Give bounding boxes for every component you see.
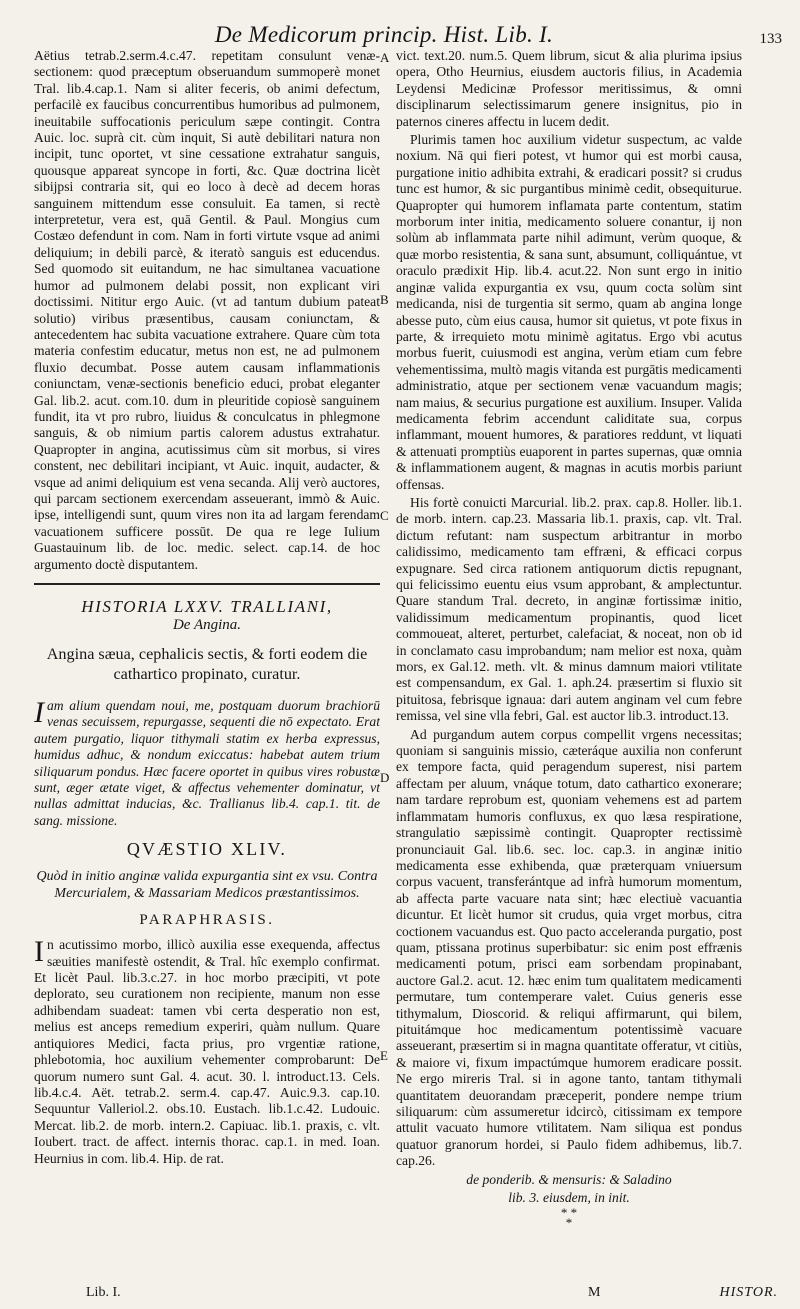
- paraphrasis-text: In acutissimo morbo, illicò auxilia esse exequenda, affectus sæuities manifestè ostendit, & Tral. hîc exemplo confirmat. Et licèt Paul. lib.3.c.27. in hoc morbo præcipiti, vt pote deplorato, seu curationem non recipiente, manum non esse adhibendam suadeat: tamen vbi certa desperatio non est, melius est anceps remedium experiri, quàm nullum. Quare antiquiores Medici, facta prius, pro vrgentiæ ratione, phlebotomia, hoc auxilium vehementer comprobarunt: De quorum numero sunt Gal. 4. acut. 30. l. introduct.13. Cels. lib.4.c.4. Aët. tetrab.2. serm.4. cap.47. Auic.9.3. cap.10. Sequuntur Valleriol.2. obs.10. Eustach. lib.1.c.42. Ludouic. Mercat. lib.2. de morb. intern.2. Capiuac. lib.1. praxis, c. vlt. Ioubert. tract. de affect. internis thorac. cap.1. in med. Ioan. Heurnius in com. lib.4. Hip. de rat.: [34, 935, 380, 1166]
- right-closing-line-2: lib. 3. eiusdem, in init.: [508, 1190, 630, 1206]
- margin-letter-c: C: [380, 508, 389, 523]
- running-header: [26, 14, 782, 48]
- history-text: Iam alium quendam noui, me, postquam duorum brachiorū venas secuissem, repurgasse, sequenti die nō expectato. Erat autem purgatio, liquor tithymali statim ex herba expressus, humidus adhuc, & nondum exiccatus: habebat autem trium siliquarum pondus. Hæc facere oportet in quibus vires robustæ sunt, æger ætate viget, & affectus vehementer dominatur, vt nullas admittat inducias, &c. Trallianus lib.4. cap.1. tit. de sang. missione.: [34, 696, 380, 828]
- signature-mark: M: [588, 1285, 601, 1300]
- quaestio-heading: QVÆSTIO XLIV.: [126, 839, 288, 860]
- left-paragraph-1: Aëtius tetrab.2.serm.4.c.47. repetitam consulunt venæ-sectionem: quod præceptum obseruandum summoperè monet Tral. lib.4.cap.1. Nam si aliter feceris, ob animi defectum, perfacilè ex faucibus concurrentibus humoribus ad pulmonem, ineuitabile suffocationis periculum sæpe contingit. Contra Auic. loc. suprà cit. cùm inquit, Si autè debilitari natura non incipit, tunc oportet, vt sine cessatione extrahatur sanguis, quousque appareat syncope in forti, &c. Quæ doctrina licèt sibijpsi contraria sit, qui eo loco à decè ad decem horas sanguinem mittendum esse consuluit. Ea tamen, si rectè interpretetur, vera est, quā Gentil. & Paul. Mongius cum Costæo defendunt in com. Nam in forti virtute vsque ad animi deliquium; in debili parcè, & iteratò sanguis est educendus. Sed quomodo sit euitandum, ne hac simultanea vacuatione humor ad pulmonem delabi possit, non explicant viri doctissimi. Nititur ergo Auic. (vt ad tantum dubium pateat solutio) viribus præsentibus, causam coniunctam, & antecedentem hac subita vacuatione extrahere. Quare cùm tota materia confestim educatur, metus non est, ne ad pulmonem fluxio decumbat. Posse autem causam inflammationis coniunctam, venæ-sectionis beneficio educi, probat eleganter Gal. lib.2. acut. com.10. dum in pleuritide copiosè sanguinem fundit, ita vt pro rubro, liuidus & conculcatus in phlegmone sanguis, & ob nimium partis calorem adustus extrahatur. Quapropter in angina, acutissimus cùm sit morbus, si vires constent, nec debilitari incipiant, vt Auic. inquit, audacter, & vsque ad animi deliquium est vena secanda. Alij verò auctores, qui parcam sectionem exercendam asseuerant, immò & Auic. ipse, intelligendi sunt, quum vires non ita ad largam ferendam vacuationem sufficere possūt. De qua re lege Iulium Guastauinum lib. de loc. medic. select. cap.14. de hoc argumento doctè disputantem.: [34, 48, 380, 572]
- right-column: [396, 48, 742, 1258]
- margin-letter-gutter: [380, 48, 394, 1258]
- section-rule: [34, 583, 380, 585]
- ornament-stars: * * *: [560, 1205, 578, 1231]
- history-subheading: De Angina.: [172, 617, 242, 633]
- margin-letter-a: A: [380, 50, 390, 65]
- right-paragraph-4: Ad purgandum autem corpus compellit vrgens necessitas; quoniam si sanguinis missio, cæteráque auxilia non conferunt ex tempore facta, quid peragendum superest, nisi partem affectam per aluum, vnáque totum, dato cathartico exonerare; nam tardare reprobum est, quoniam vehemens est ad partem inflammatam humoris confluxus, ex quo læsa respiratione, strangulatio sæpissimè contingit. Quapropter rectissimè pronunciauit Gal. lib.6. sec. loc. cap.3. in anginæ initio medicamenta esse exhibenda, quæ præterquam vniuersum corpus vacuent, transferántque ad infrà humorum momentum, ab affecta parte vacuare nata sint; hæc electiuè vacuantia dicuntur. Et licèt humor sit crudus, quia vrget morbus, citra coctionem vacuandus est. Quo pacto acceleranda purgatio, post quam, ptissana protinus superbibatur: sic enim post effrænis medicamenti potum, prisci eam sorbendam propinabant, auctore Gal.2. acut. 12. hæc enim tum qualitatem medicamenti permutare, tum contemperare valet. Cuius generis esse tithymalum, Dioscorid. & reliqui affirmarunt, qui bilem, pituitámque hoc medicamentum potentissimè vacuare asseuerant, præsertim si in magna quantitate offeratur, vt citiùs, & maiore vi, fixum impactúmque humorem eradicare possit. Ne ergo mireris Tral. si in agone tanto, tantam tithymali quantitatem deuorandam præceperit, pondere nempe trium siliquarum: cùm assumeretur idcircò, citissimam ex tempore attulit vacuato humore vtilitatem. Nam siliqua est pondus quatuor granorum hordei, si Paulo fidem adhibemus, lib.7. cap.26.: [396, 726, 742, 1169]
- history-summary: Angina sæua, cephalicis sectis, & forti eodem die cathartico propinato, curatur.: [46, 645, 368, 683]
- margin-letter-e: E: [380, 1048, 388, 1063]
- right-paragraph-3: His fortè conuicti Marcurial. lib.2. prax. cap.8. Holler. lib.1. de morb. intern. cap.23. Massaria lib.1. praxis, cap. vlt. Tral. dictum refutant: nam suspectum arbitrantur in morbo calidissimo, medicamento tam effræni, & efficaci corpus expugnare. Sed circa rationem antiquorum dictis repugnant, qui felicissimo euentu eius vsum approbant, & amplectuntur. Quare standum Tral. decreto, in anginæ fortissimæ initio, validissimum medicamentum propinantis, quod licet commoueat, alteret, perturbet, calefaciat, & noceat, non ob id in conclamato casu improbandum; nam melior est noxa, quàm mors, ex Gal.12. meth. vlt. & minus damnum maiori vtilitate est compensandum, ex Gal. 1. aph.24. præsertim si fluxio sit pituitosa, febrisque ignaua: dari autem anginam vel cum febre remissa, vel sine vlla febri, Gal. est auctor lib.3. introduct.13.: [396, 494, 742, 724]
- right-paragraph-1: vict. text.20. num.5. Quem librum, sicut & alia plurima ipsius opera, Otho Heurnius, eiusdem auctoris filius, in Academia Leydensi Medicinæ Professor meritissimus, & omni disciplinarum selectissimarum genere insignitus, pio in paternos cineres affectu in lucem dedit.: [396, 48, 742, 129]
- left-column: [34, 48, 380, 1258]
- running-title: De Medicorum princip. Hist. Lib. I.: [214, 22, 554, 47]
- text-columns: [26, 48, 782, 1258]
- margin-letter-d: D: [380, 770, 390, 785]
- page-number: 133: [759, 31, 782, 47]
- margin-letter-b: B: [380, 292, 389, 307]
- quaestio-subheading: Quòd in initio anginæ valida expurgantia sint ex vsu. Contra Mercurialem, & Massariam Medicos præstantissimos.: [36, 869, 378, 902]
- catchword: HISTOR.: [719, 1285, 778, 1300]
- right-paragraph-2: Plurimis tamen hoc auxilium videtur suspectum, ac valde noxium. Nā qui fieri potest, vt humor qui est morbi causa, purgatione initio adhibita extrahi, & eradicari possit? si crudus tunc est humor, & sic purgantibus minimè cedit, obsequiturue. Quapropter qui humorem inflamata parte contentum, statim morborum inter initia, medicamento soluere conantur, ij non solùm ab inflammata parte nihil adimunt, verùm quoque, & quæ morbo resistentia, & sana sunt, absumunt, colliquántue, vt oraculo prædixit Hip. lib.4. acut.22. Non sunt ergo in initio anginæ valida expurgantia ex vsu, quum cocta solùm sint medicanda, nisi de turgentia sit sermo, quam ab angina longe abesse puto, cùm eius causa, humor sit quietus, vt pote fixus in parte, & irrequieto motu minimè agitatus. Ergo vbi acutus morbus fuerit, cuiusmodi est angina, verùm etiam cum febre vehementissima, multò magis vitanda est purgātis medicamenti administratio, atque per sectionem venæ vacuandum magis; nam maius, & securius purgatione est auxilium. Insuper. Valida medicamenta febrim accendunt caliditate sua, corpus inflammant, mouent humores, & paratiores reddunt, vt liquati & attenuati promptiùs euaporent in partes supernas, quæ omnia & inflammationem augent, & magnas in acutis morbis pariunt offensas.: [396, 132, 742, 492]
- history-heading: HISTORIA LXXV. TRALLIANI,: [81, 597, 333, 616]
- footer-book-label: Lib. I.: [86, 1285, 121, 1300]
- right-closing-line-1: de ponderib. & mensuris: & Saladino: [466, 1171, 672, 1187]
- paraphrasis-heading: PARAPHRASIS.: [139, 912, 275, 929]
